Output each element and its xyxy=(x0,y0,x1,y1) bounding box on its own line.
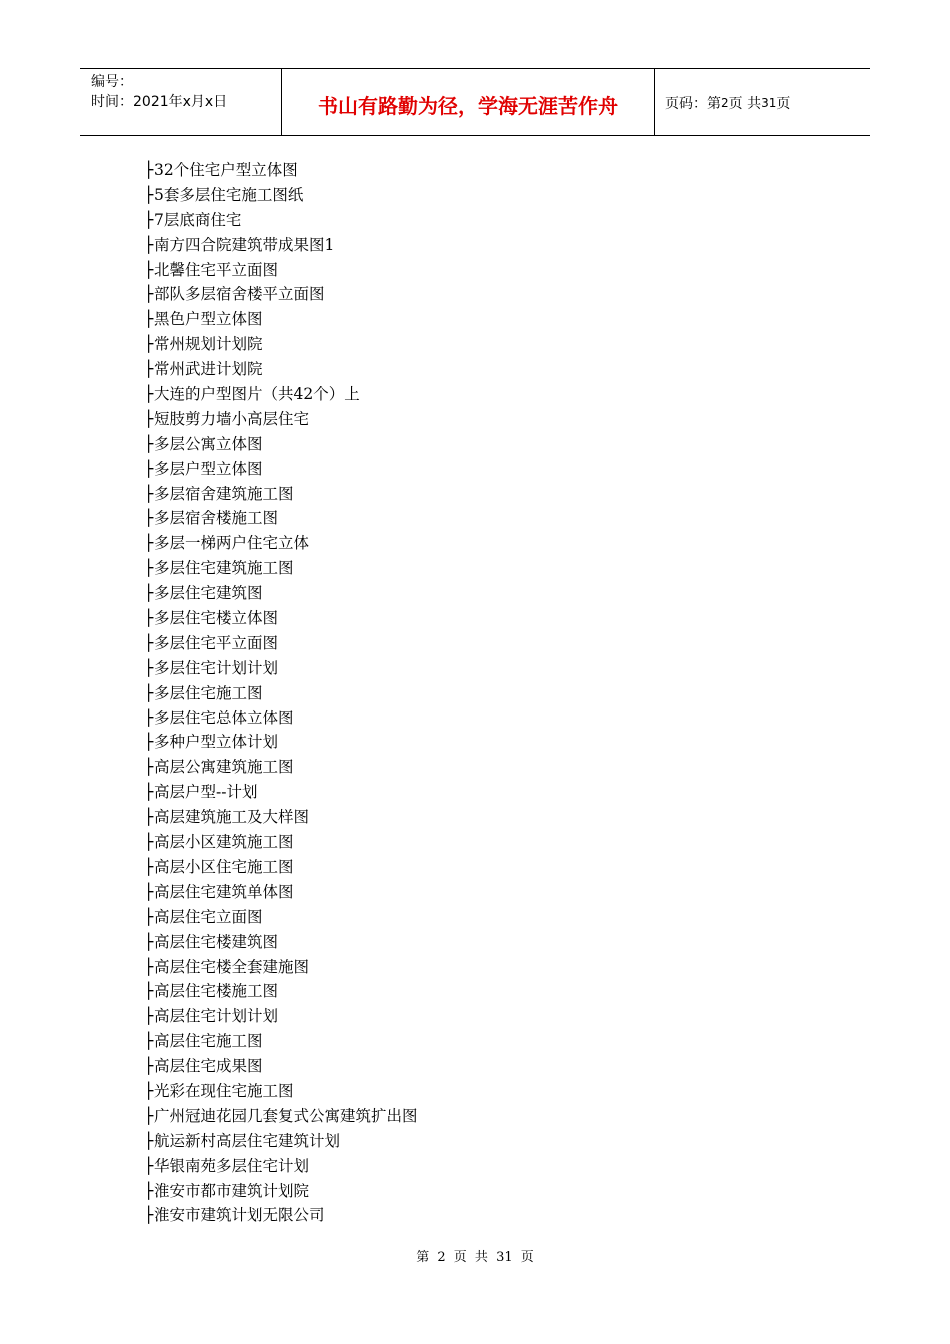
tree-item-label: 多层住宅总体立体图 xyxy=(154,708,294,727)
tree-branch-icon: ├ xyxy=(144,1181,154,1200)
tree-branch-icon: ├ xyxy=(144,708,154,727)
tree-branch-icon: ├ xyxy=(144,161,154,179)
tree-branch-icon: ├ xyxy=(144,882,154,901)
tree-item-label: 高层公寓建筑施工图 xyxy=(154,758,294,777)
tree-list-item xyxy=(144,407,418,432)
tree-branch-icon: ├ xyxy=(144,434,154,453)
tree-branch-icon: ├ xyxy=(144,1007,154,1026)
tree-list-item xyxy=(144,183,418,208)
tree-list-item xyxy=(144,979,418,1004)
tree-branch-icon: ├ xyxy=(144,310,154,329)
tree-list-item xyxy=(144,780,418,805)
tree-item-label: 华银南苑多层住宅计划 xyxy=(154,1156,310,1175)
tree-list-item xyxy=(144,357,418,382)
tree-list-item xyxy=(144,158,418,183)
tree-list-item xyxy=(144,1203,418,1228)
tree-list-item xyxy=(144,1054,418,1079)
tree-branch-icon: ├ xyxy=(144,833,154,852)
header-page-cell xyxy=(655,69,870,135)
document-number-label: 编号： xyxy=(91,74,133,90)
tree-list-item xyxy=(144,332,418,357)
tree-list-item xyxy=(144,830,418,855)
tree-item-label: 淮安市都市建筑计划院 xyxy=(154,1181,310,1200)
header-motto-cell xyxy=(282,69,655,135)
page-total: 31 xyxy=(761,96,777,110)
tree-list-item xyxy=(144,382,418,407)
tree-branch-icon: ├ xyxy=(144,907,154,926)
tree-list-item xyxy=(144,531,418,556)
tree-branch-icon: ├ xyxy=(144,1156,154,1175)
tree-item-label: 多层户型立体图 xyxy=(154,459,263,478)
tree-branch-icon: ├ xyxy=(144,1106,154,1125)
tree-item-label: 多层住宅施工图 xyxy=(154,683,263,702)
tree-list-item xyxy=(144,556,418,581)
tree-list-item xyxy=(144,930,418,955)
tree-item-label: 北馨住宅平立面图 xyxy=(154,260,279,279)
tree-item-label: 多种户型立体计划 xyxy=(154,733,279,752)
tree-item-label: 高层住宅计划计划 xyxy=(154,1007,279,1026)
tree-branch-icon: ├ xyxy=(144,932,154,951)
tree-list-item xyxy=(144,1129,418,1154)
tree-item-label: 黑色户型立体图 xyxy=(154,310,263,329)
tree-branch-icon: ├ xyxy=(144,285,154,304)
directory-tree-list xyxy=(144,158,418,1228)
footer-prefix: 第 xyxy=(416,1250,430,1265)
tree-item-label: 高层建筑施工及大样图 xyxy=(154,808,310,827)
tree-branch-icon: ├ xyxy=(144,683,154,702)
tree-list-item xyxy=(144,233,418,258)
tree-list-item xyxy=(144,955,418,980)
header-meta-cell xyxy=(80,69,282,135)
tree-list-item xyxy=(144,905,418,930)
tree-list-item xyxy=(144,1004,418,1029)
tree-branch-icon: ├ xyxy=(144,584,154,603)
page-label-mid: 页 共 xyxy=(728,96,762,112)
tree-item-label: 多层住宅计划计划 xyxy=(154,658,279,677)
tree-item-label: 高层小区建筑施工图 xyxy=(154,833,294,852)
tree-branch-icon: ├ xyxy=(144,1032,154,1051)
tree-branch-icon: ├ xyxy=(144,783,154,802)
tree-item-label: 多层一梯两户住宅立体 xyxy=(154,534,310,553)
tree-list-item xyxy=(144,581,418,606)
tree-list-item xyxy=(144,681,418,706)
footer-mid: 页 共 xyxy=(453,1250,488,1265)
tree-list-item xyxy=(144,307,418,332)
tree-branch-icon: ├ xyxy=(144,957,154,976)
tree-branch-icon: ├ xyxy=(144,534,154,553)
tree-branch-icon: ├ xyxy=(144,185,154,204)
tree-branch-icon: ├ xyxy=(144,409,154,428)
tree-item-label: 多层住宅楼立体图 xyxy=(154,609,279,628)
tree-branch-icon: ├ xyxy=(144,1206,154,1225)
tree-branch-icon: ├ xyxy=(144,235,154,254)
tree-list-item xyxy=(144,1079,418,1104)
tree-item-label: 短肢剪力墙小高层住宅 xyxy=(154,409,310,428)
tree-item-label: 常州武进计划院 xyxy=(154,360,263,379)
tree-branch-icon: ├ xyxy=(144,609,154,628)
tree-branch-icon: ├ xyxy=(144,1057,154,1076)
tree-branch-icon: ├ xyxy=(144,360,154,379)
tree-item-label: 高层住宅楼全套建施图 xyxy=(154,957,310,976)
tree-list-item xyxy=(144,1029,418,1054)
tree-list-item xyxy=(144,855,418,880)
page-number: 2 xyxy=(721,96,729,110)
tree-item-label: 大连的户型图片（共42个）上 xyxy=(154,385,360,404)
tree-list-item xyxy=(144,631,418,656)
header-motto: 书山有路勤为径，学海无涯苦作舟 xyxy=(318,93,618,118)
tree-branch-icon: ├ xyxy=(144,459,154,478)
tree-list-item xyxy=(144,258,418,283)
footer-page-number: 2 xyxy=(437,1250,446,1265)
footer-page-total: 31 xyxy=(496,1250,513,1265)
tree-branch-icon: ├ xyxy=(144,385,154,404)
tree-item-label: 多层宿舍楼施工图 xyxy=(154,509,279,528)
page-label-prefix: 页码：第 xyxy=(665,96,721,112)
tree-branch-icon: ├ xyxy=(144,982,154,1001)
tree-branch-icon: ├ xyxy=(144,658,154,677)
tree-item-label: 多层住宅建筑施工图 xyxy=(154,559,294,578)
tree-branch-icon: ├ xyxy=(144,758,154,777)
footer-suffix: 页 xyxy=(520,1250,534,1265)
tree-list-item xyxy=(144,482,418,507)
tree-item-label: 高层住宅楼施工图 xyxy=(154,982,279,1001)
tree-branch-icon: ├ xyxy=(144,484,154,503)
tree-item-label: 32个住宅户型立体图 xyxy=(154,161,298,179)
tree-item-label: 高层住宅楼建筑图 xyxy=(154,932,279,951)
document-header xyxy=(80,68,870,136)
tree-list-item xyxy=(144,457,418,482)
tree-list-item xyxy=(144,208,418,233)
tree-branch-icon: ├ xyxy=(144,559,154,578)
tree-list-item xyxy=(144,706,418,731)
tree-item-label: 多层宿舍建筑施工图 xyxy=(154,484,294,503)
tree-item-label: 广州冠迪花园几套复式公寓建筑扩出图 xyxy=(154,1106,418,1125)
tree-item-label: 高层住宅立面图 xyxy=(154,907,263,926)
tree-item-label: 7层底商住宅 xyxy=(154,210,242,229)
page-label-suffix: 页 xyxy=(776,96,791,112)
tree-list-item xyxy=(144,755,418,780)
tree-list-item xyxy=(144,282,418,307)
tree-item-label: 常州规划计划院 xyxy=(154,335,263,354)
tree-item-label: 多层公寓立体图 xyxy=(154,434,263,453)
tree-item-label: 南方四合院建筑带成果图1 xyxy=(154,235,335,254)
tree-list-item xyxy=(144,432,418,457)
tree-list-item xyxy=(144,1179,418,1204)
tree-branch-icon: ├ xyxy=(144,1131,154,1150)
tree-list-item xyxy=(144,805,418,830)
tree-list-item xyxy=(144,656,418,681)
tree-list-item xyxy=(144,1104,418,1129)
tree-item-label: 多层住宅平立面图 xyxy=(154,633,279,652)
tree-list-item xyxy=(144,730,418,755)
tree-branch-icon: ├ xyxy=(144,260,154,279)
tree-item-label: 部队多层宿舍楼平立面图 xyxy=(154,285,325,304)
tree-branch-icon: ├ xyxy=(144,808,154,827)
tree-branch-icon: ├ xyxy=(144,857,154,876)
tree-list-item xyxy=(144,506,418,531)
tree-branch-icon: ├ xyxy=(144,335,154,354)
tree-branch-icon: ├ xyxy=(144,210,154,229)
tree-item-label: 高层住宅成果图 xyxy=(154,1057,263,1076)
tree-item-label: 高层户型--计划 xyxy=(154,783,258,802)
tree-list-item xyxy=(144,606,418,631)
tree-item-label: 高层住宅建筑单体图 xyxy=(154,882,294,901)
tree-item-label: 航运新村高层住宅建筑计划 xyxy=(154,1131,341,1150)
tree-item-label: 5套多层住宅施工图纸 xyxy=(154,185,304,204)
tree-list-item xyxy=(144,880,418,905)
tree-item-label: 高层住宅施工图 xyxy=(154,1032,263,1051)
tree-item-label: 淮安市建筑计划无限公司 xyxy=(154,1206,325,1225)
tree-branch-icon: ├ xyxy=(144,509,154,528)
tree-branch-icon: ├ xyxy=(144,633,154,652)
tree-item-label: 多层住宅建筑图 xyxy=(154,584,263,603)
tree-item-label: 高层小区住宅施工图 xyxy=(154,857,294,876)
page-footer xyxy=(0,1246,950,1265)
tree-item-label: 光彩在现住宅施工图 xyxy=(154,1081,294,1100)
document-date-label: 时间：2021年x月x日 xyxy=(91,94,228,110)
tree-branch-icon: ├ xyxy=(144,733,154,752)
tree-list-item xyxy=(144,1154,418,1179)
tree-branch-icon: ├ xyxy=(144,1081,154,1100)
